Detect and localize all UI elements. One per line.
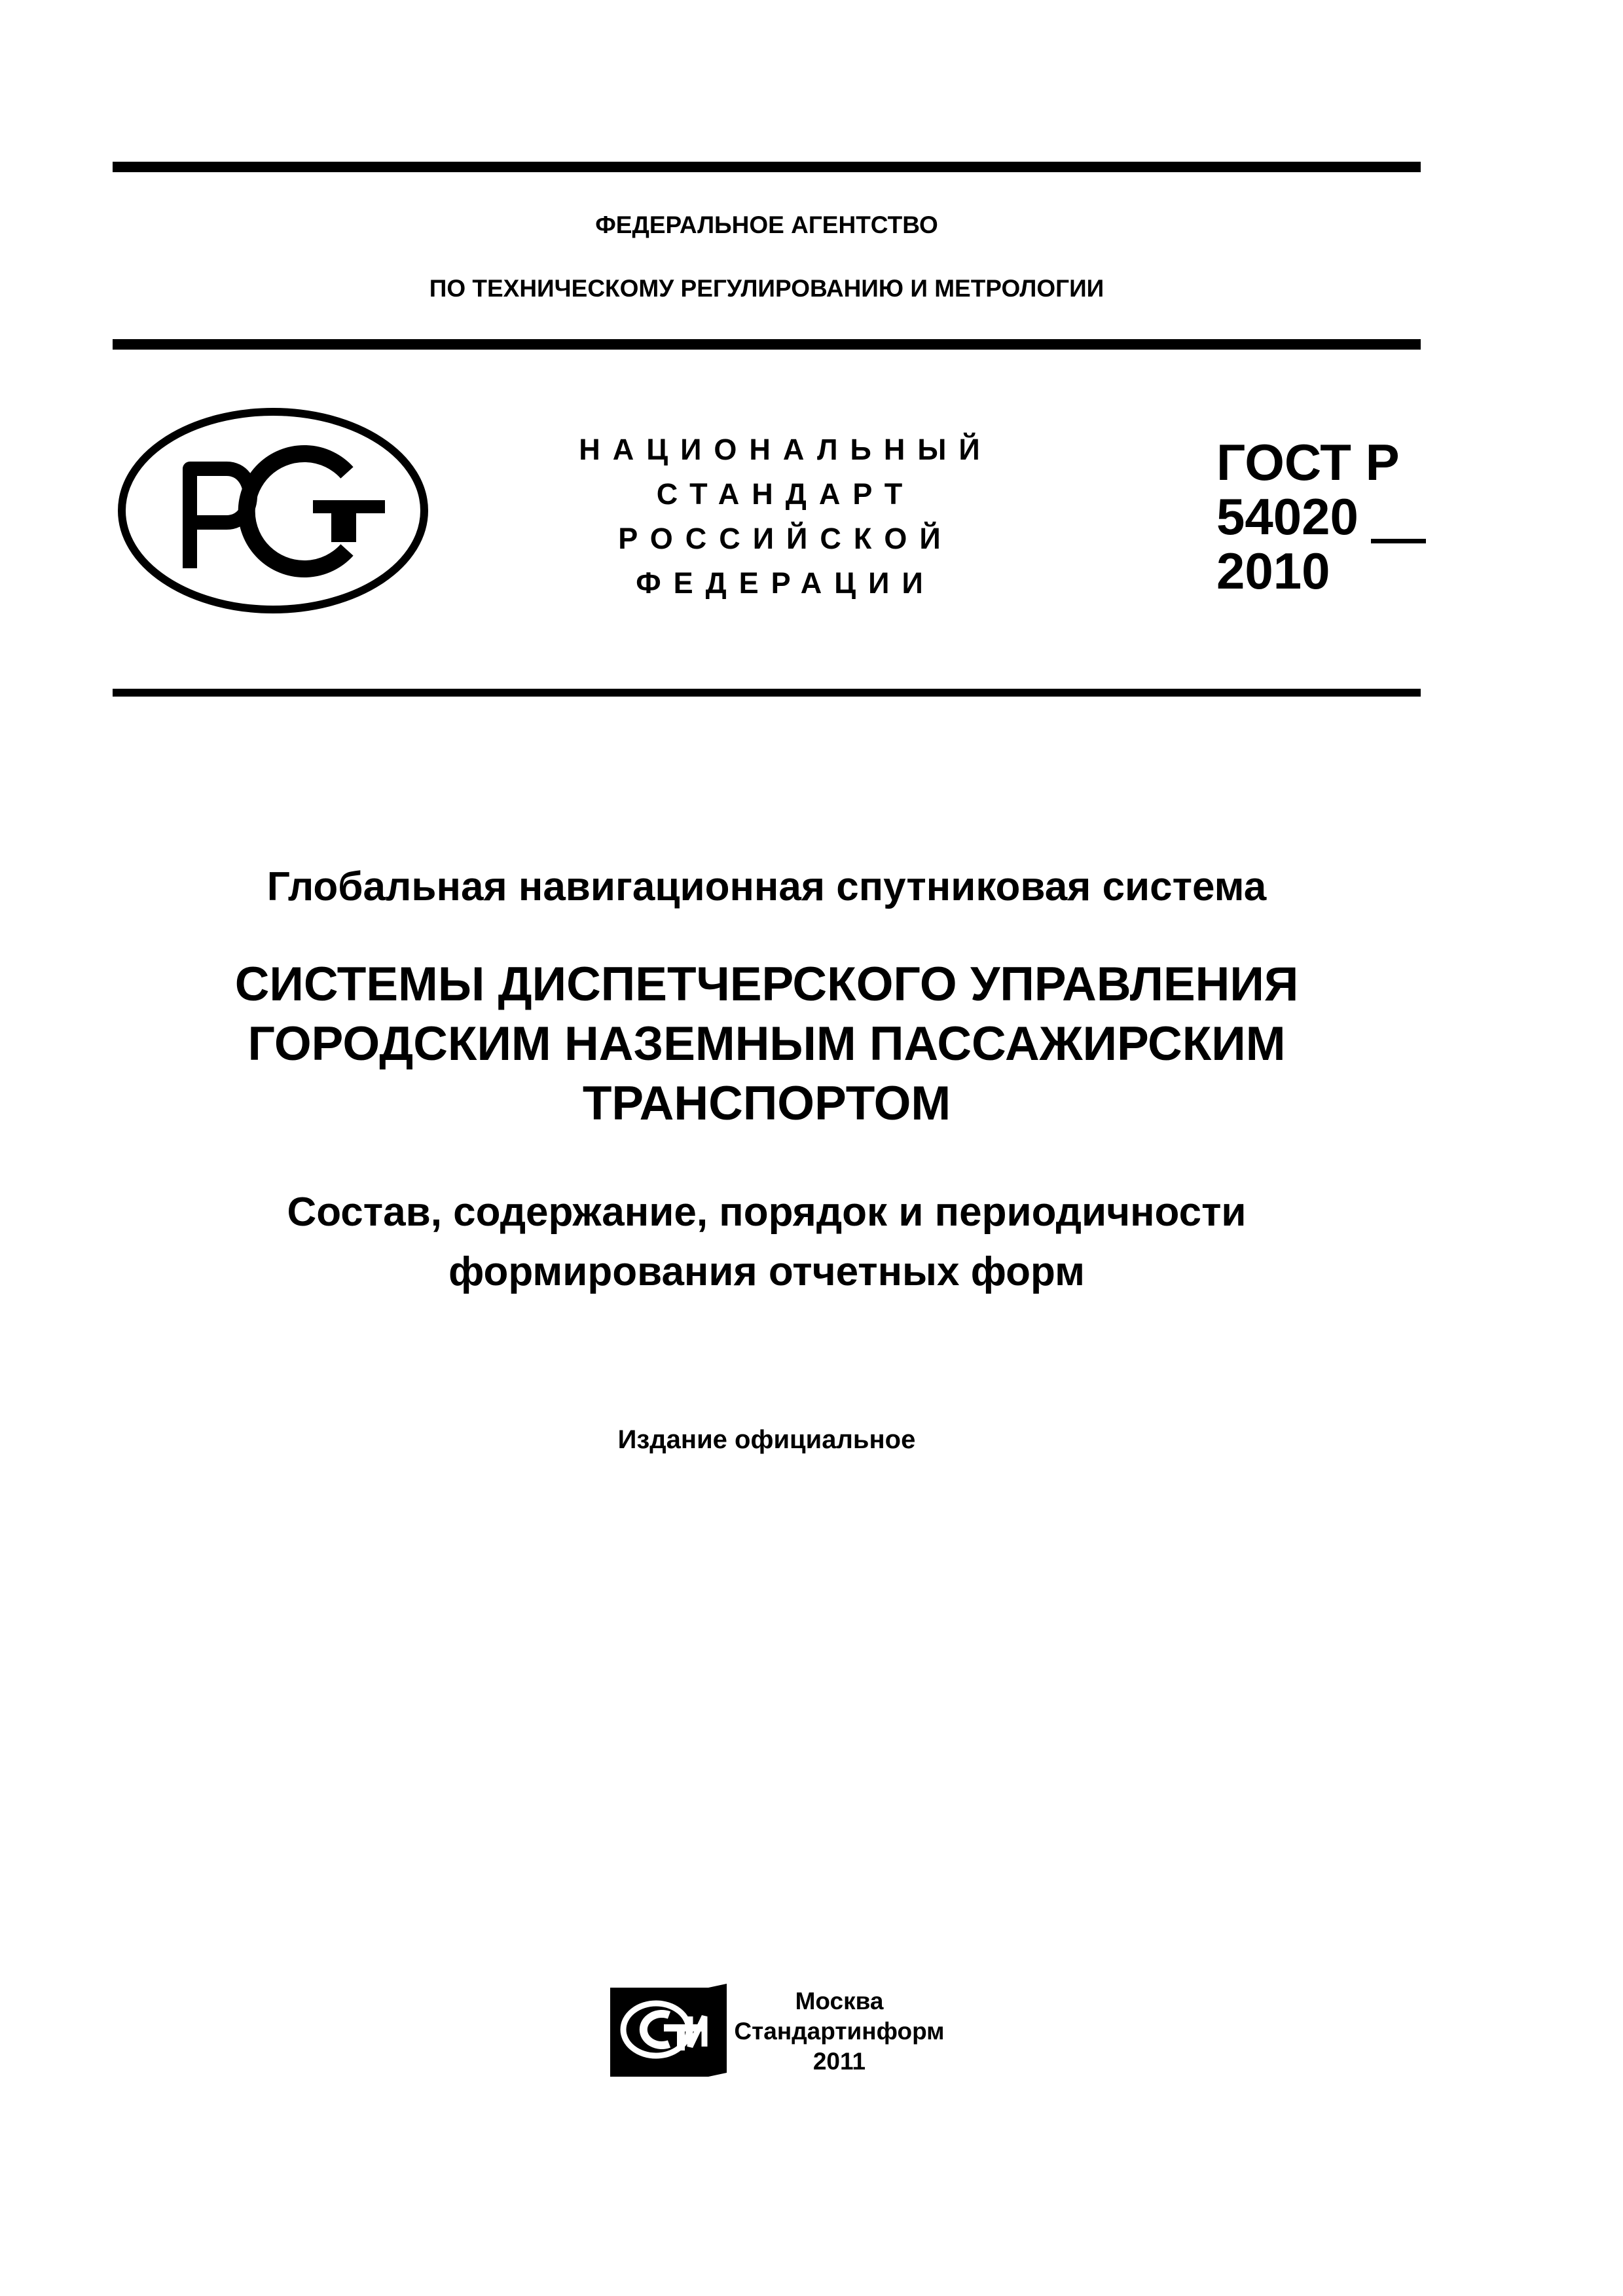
edition-label: Издание официальное: [617, 1425, 916, 1454]
standard-type-line: НАЦИОНАЛЬНЫЙ: [579, 433, 993, 466]
standard-type-line: ФЕДЕРАЦИИ: [636, 566, 936, 600]
top-rule: [113, 162, 1421, 172]
publisher-imprint: [730, 1986, 949, 2077]
rst-certification-logo: [117, 406, 429, 615]
title-line: ГОРОДСКИМ НАЗЕМНЫМ ПАССАЖИРСКИМ: [247, 1017, 1286, 1070]
designation-year: 2010: [1216, 542, 1330, 600]
publisher-name: Стандартинформ: [734, 2018, 945, 2045]
publisher-city: Москва: [795, 1988, 884, 2014]
agency-line-1: ФЕДЕРАЛЬНОЕ АГЕНТСТВО: [595, 211, 938, 238]
agency-line-2: ПО ТЕХНИЧЕСКОМУ РЕГУЛИРОВАНИЮ И МЕТРОЛОГИИ: [429, 275, 1104, 302]
standard-type-line: РОССИЙСКОЙ: [618, 522, 953, 555]
title-rule: [113, 689, 1421, 697]
document-title: [113, 955, 1421, 1133]
standard-type-line: СТАНДАРТ: [656, 477, 915, 511]
publisher-year: 2011: [812, 2048, 866, 2075]
title-line: СИСТЕМЫ ДИСПЕТЧЕРСКОГО УПРАВЛЕНИЯ: [234, 958, 1299, 1011]
scope-line: формирования отчетных форм: [448, 1249, 1085, 1294]
designation-number: 54020: [1216, 488, 1359, 545]
scope-line: Состав, содержание, порядок и периодичности: [287, 1190, 1247, 1235]
document-scope: [113, 1182, 1421, 1302]
standard-type: [556, 428, 1015, 606]
designation-prefix: ГОСТ Р: [1216, 433, 1400, 491]
document-subtitle: Глобальная навигационная спутниковая система: [266, 864, 1267, 909]
designation-dash: [1371, 539, 1426, 543]
header-bottom-rule: [113, 339, 1421, 350]
standartinform-logo: [606, 1981, 731, 2081]
title-line: ТРАНСПОРТОМ: [582, 1077, 951, 1130]
standard-designation: [1216, 435, 1400, 598]
